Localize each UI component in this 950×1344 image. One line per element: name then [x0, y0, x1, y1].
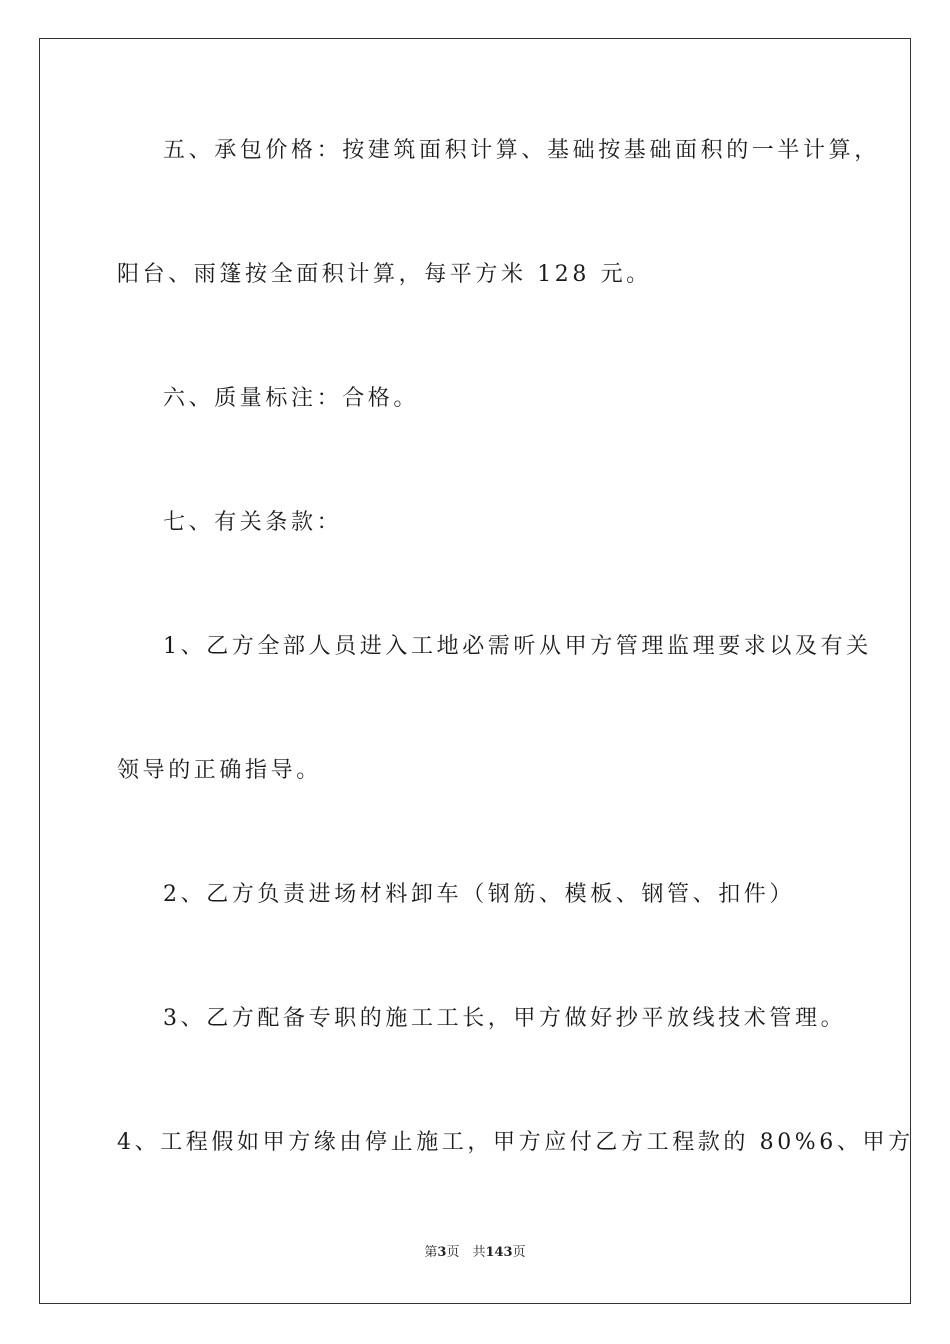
footer-total-pages: 143: [485, 1245, 513, 1260]
clause-3: 3、乙方配备专职的施工工长，甲方做好抄平放线技术管理。: [163, 1006, 847, 1031]
paragraph-pricing-continued: 阳台、雨篷按全面积计算，每平方米 128 元。: [117, 262, 652, 287]
clause-4: 4、工程假如甲方缘由停止施工，甲方应付乙方工程款的 80%6、甲方: [117, 1130, 914, 1155]
clause-1: 1、乙方全部人员进入工地必需听从甲方管理监理要求以及有关: [163, 634, 872, 659]
clause-1-continued: 领导的正确指导。: [117, 758, 322, 783]
page-footer: [0, 1244, 950, 1262]
paragraph-terms-heading: 七、有关条款：: [163, 510, 343, 535]
footer-middle: 页 共: [446, 1245, 486, 1260]
paragraph-quality: 六、质量标注：合格。: [163, 386, 420, 411]
footer-current-page: 3: [437, 1245, 447, 1260]
footer-prefix: 第: [424, 1245, 438, 1260]
footer-suffix: 页: [512, 1245, 526, 1260]
clause-2: 2、乙方负责进场材料卸车（钢筋、模板、钢管、扣件）: [163, 882, 795, 907]
page-border: [39, 38, 911, 1304]
paragraph-pricing: 五、承包价格：按建筑面积计算、基础按基础面积的一半计算，: [163, 138, 880, 163]
